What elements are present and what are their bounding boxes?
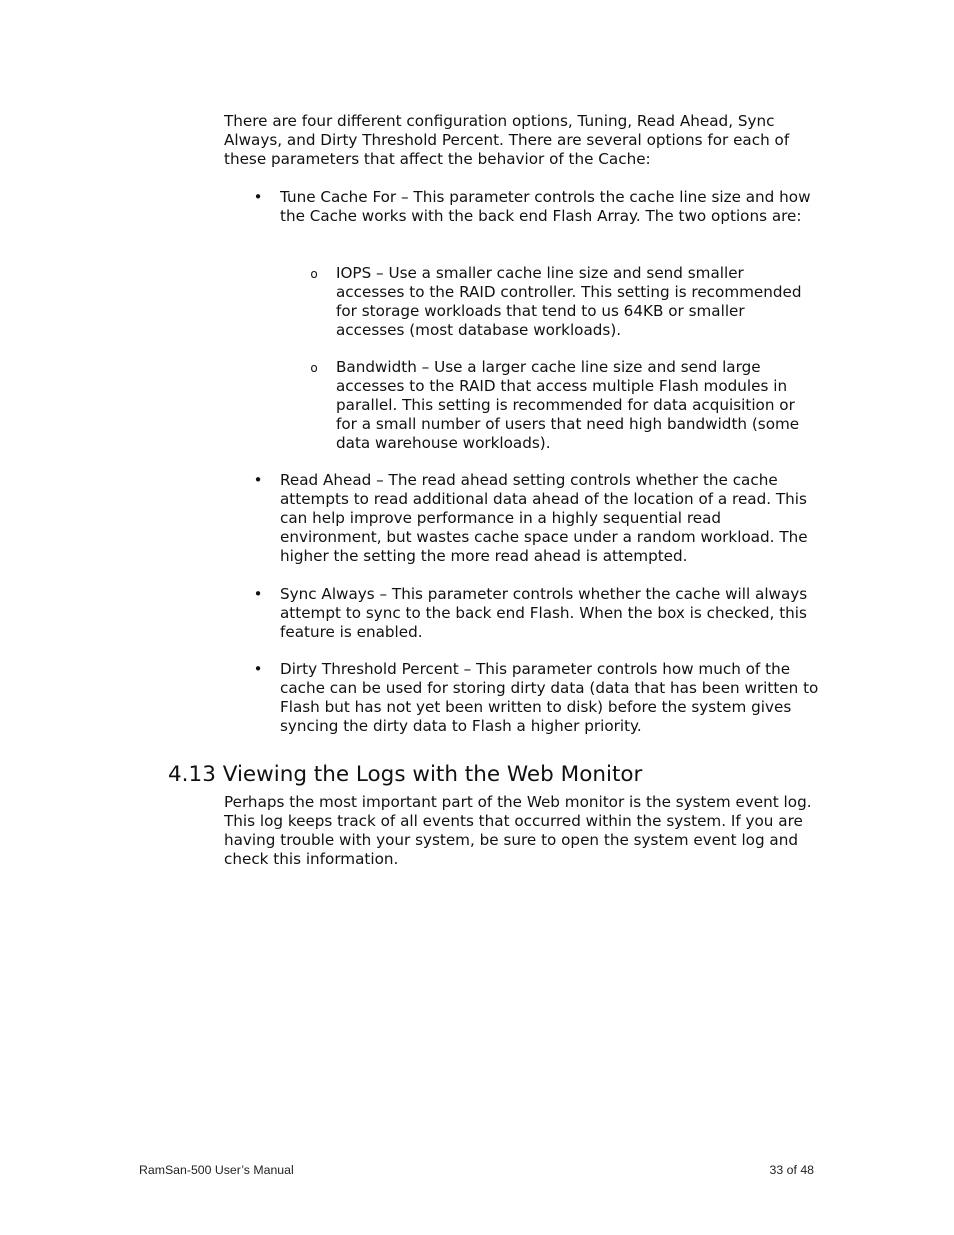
sub-bullet-bandwidth xyxy=(310,358,811,453)
section-paragraph: Perhaps the most important part of the Web monitor is the system event log. This log keeps track of all events that occurred within the system. If you are having trouble with your system, be sure to open the system event log and check this information. xyxy=(224,793,812,868)
sub-bullet-text: Bandwidth – Use a larger cache line size and send large accesses to the RAID that access multiple Flash modules in parallel. This setting is recommended for data acquisition or for a small number of users that need high bandwidth (some data warehouse workloads). xyxy=(336,358,800,452)
bullet-icon: • xyxy=(253,585,263,603)
bullet-tune-cache-for xyxy=(253,188,815,226)
bullet-text: Sync Always – This parameter controls whether the cache will always attempt to sync to the back end Flash. When the box is checked, this feature is enabled. xyxy=(280,585,808,641)
footer-page-number: 33 of 48 xyxy=(769,1163,814,1177)
bullet-sync-always xyxy=(253,585,815,642)
intro-paragraph: There are four different configuration options, Tuning, Read Ahead, Sync Always, and Dirty Threshold Percent. There are several options for each of these parameters that affect the behavior of the Cache: xyxy=(224,112,790,168)
bullet-icon: • xyxy=(253,471,263,489)
bullet-read-ahead xyxy=(253,471,815,566)
section-heading: 4.13 Viewing the Logs with the Web Monitor xyxy=(168,762,643,787)
bullet-text: Tune Cache For – This parameter controls the cache line size and how the Cache works with the back end Flash Array. The two options are: xyxy=(280,188,811,225)
bullet-icon: • xyxy=(253,188,263,206)
hollow-bullet-icon: o xyxy=(310,267,318,281)
sub-bullet-text: IOPS – Use a smaller cache line size and send smaller accesses to the RAID controller. This setting is recommended for storage workloads that tend to us 64KB or smaller accesses (most database workloads). xyxy=(336,264,802,339)
bullet-icon: • xyxy=(253,660,263,678)
bullet-text: Read Ahead – The read ahead setting controls whether the cache attempts to read additional data ahead of the location of a read. This can help improve performance in a highly sequential read environment, but wastes cache space under a random workload. The higher the setting the more read ahead is attempted. xyxy=(280,471,808,565)
hollow-bullet-icon: o xyxy=(310,361,318,375)
sub-bullet-iops xyxy=(310,264,811,340)
footer-manual-title: RamSan-500 User’s Manual xyxy=(139,1163,294,1177)
bullet-dirty-threshold-percent xyxy=(253,660,820,736)
bullet-text: Dirty Threshold Percent – This parameter controls how much of the cache can be used for storing dirty data (data that has been written to Flash but has not yet been written to disk) before the system gives syncing the dirty data to Flash a higher priority. xyxy=(280,660,819,735)
